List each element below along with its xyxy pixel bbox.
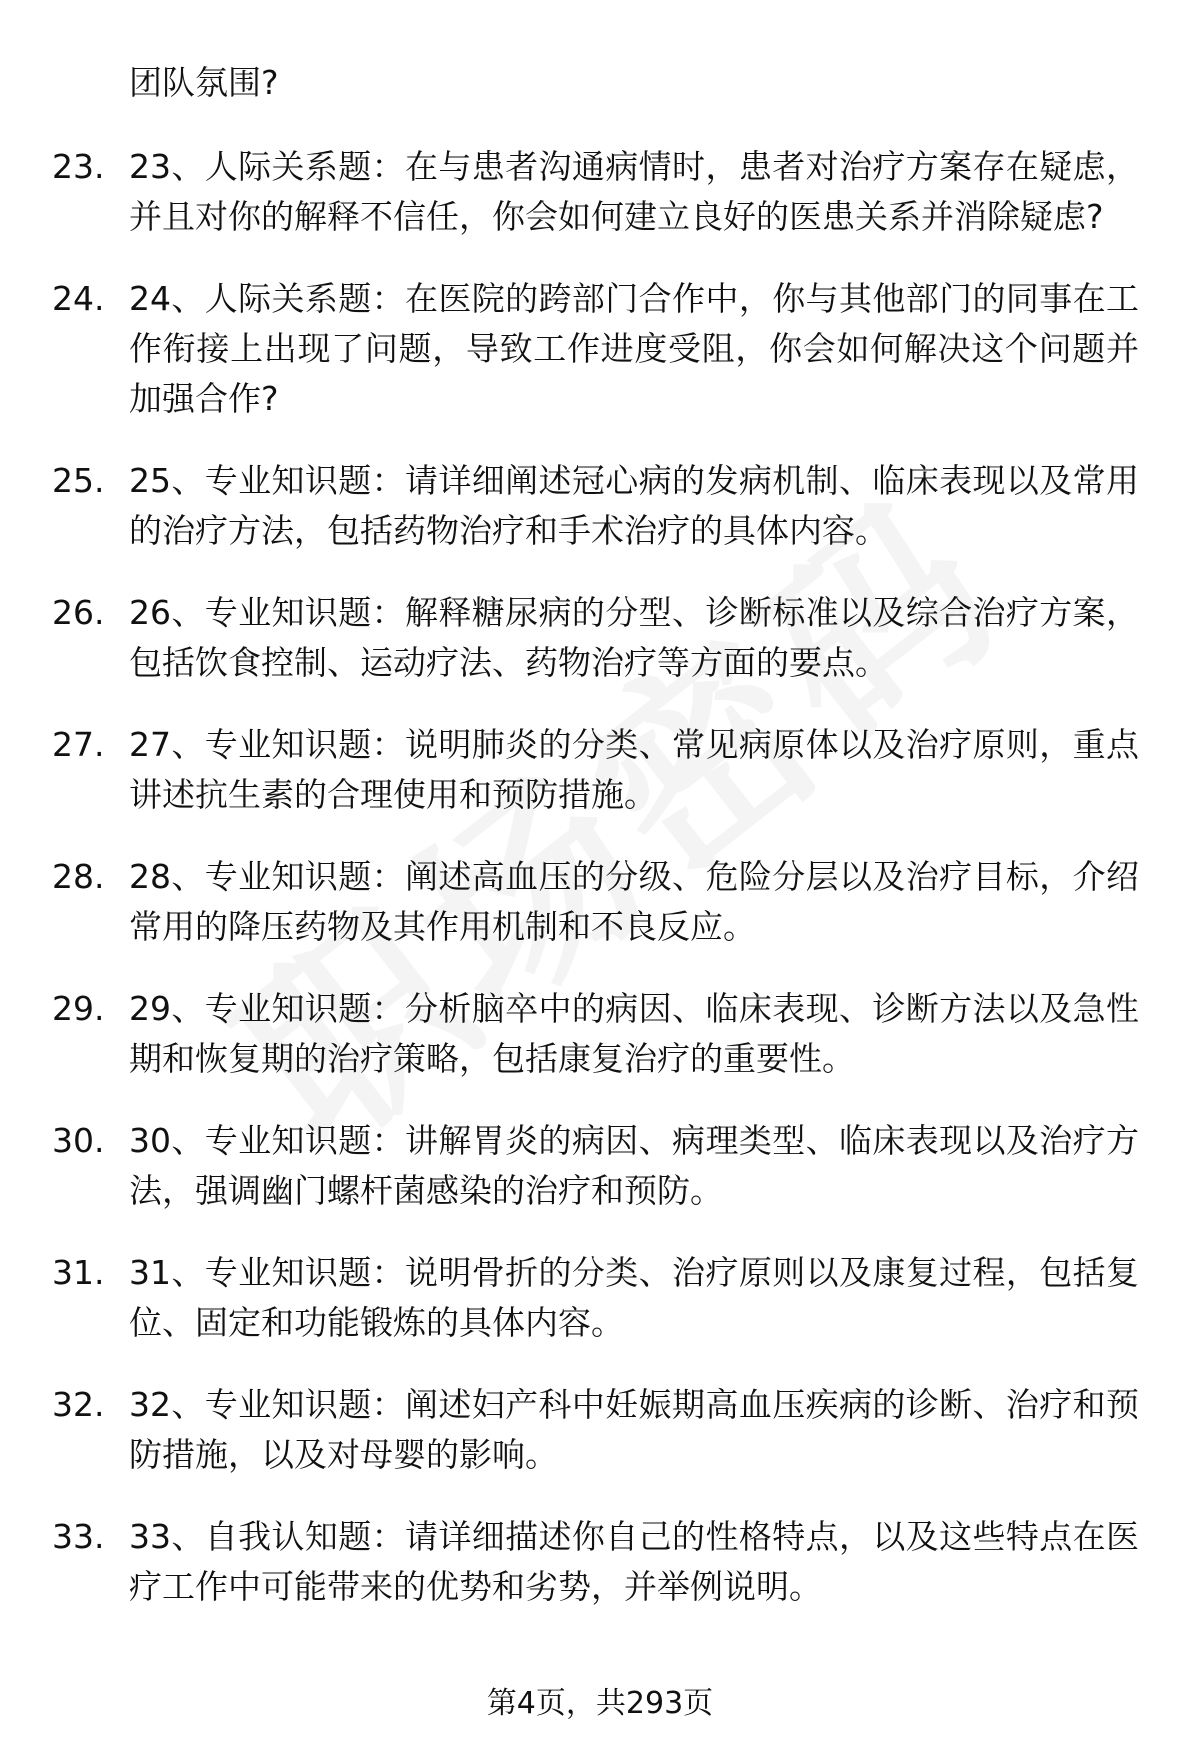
list-item — [0, 1248, 1200, 1348]
item-number: 29. — [52, 989, 105, 1028]
list-item — [0, 588, 1200, 688]
item-text: 30、专业知识题：讲解胃炎的病因、病理类型、临床表现以及治疗方法，强调幽门螺杆菌感染的治疗和预防。 — [129, 1121, 1139, 1210]
item-number: 31. — [52, 1253, 105, 1292]
list-item — [0, 1512, 1200, 1612]
question-list — [0, 142, 1200, 1644]
item-text: 28、专业知识题：阐述高血压的分级、危险分层以及治疗目标，介绍常用的降压药物及其作用机制和不良反应。 — [129, 857, 1139, 946]
item-number: 33. — [52, 1517, 105, 1556]
item-text: 33、自我认知题：请详细描述你自己的性格特点，以及这些特点在医疗工作中可能带来的优势和劣势，并举例说明。 — [129, 1517, 1139, 1606]
item-number: 24. — [52, 279, 105, 318]
item-number: 25. — [52, 461, 105, 500]
list-item — [0, 1116, 1200, 1216]
continued-text: 团队氛围? — [129, 63, 279, 102]
item-number: 23. — [52, 147, 105, 186]
list-item — [0, 1380, 1200, 1480]
item-text: 25、专业知识题：请详细阐述冠心病的发病机制、临床表现以及常用的治疗方法，包括药物治疗和手术治疗的具体内容。 — [129, 461, 1139, 550]
item-text: 29、专业知识题：分析脑卒中的病因、临床表现、诊断方法以及急性期和恢复期的治疗策略，包括康复治疗的重要性。 — [129, 989, 1139, 1078]
list-item — [0, 274, 1200, 424]
page-number: 第4页，共293页 — [486, 1686, 714, 1721]
item-text: 32、专业知识题：阐述妇产科中妊娠期高血压疾病的诊断、治疗和预防措施，以及对母婴的影响。 — [129, 1385, 1139, 1474]
item-text: 27、专业知识题：说明肺炎的分类、常见病原体以及治疗原则，重点讲述抗生素的合理使用和预防措施。 — [129, 725, 1139, 814]
item-text: 31、专业知识题：说明骨折的分类、治疗原则以及康复过程，包括复位、固定和功能锻炼的具体内容。 — [129, 1253, 1139, 1342]
item-text: 24、人际关系题：在医院的跨部门合作中，你与其他部门的同事在工作衔接上出现了问题，导致工作进度受阻，你会如何解决这个问题并加强合作? — [129, 279, 1139, 418]
list-item — [0, 852, 1200, 952]
item-text: 26、专业知识题：解释糖尿病的分型、诊断标准以及综合治疗方案，包括饮食控制、运动疗法、药物治疗等方面的要点。 — [129, 593, 1139, 682]
item-number: 32. — [52, 1385, 105, 1424]
list-item — [0, 720, 1200, 820]
list-item — [0, 984, 1200, 1084]
list-item — [0, 456, 1200, 556]
list-item — [0, 142, 1200, 242]
item-text: 23、人际关系题：在与患者沟通病情时，患者对治疗方案存在疑虑，并且对你的解释不信任，你会如何建立良好的医患关系并消除疑虑? — [129, 147, 1139, 236]
item-number: 28. — [52, 857, 105, 896]
item-number: 27. — [52, 725, 105, 764]
item-number: 26. — [52, 593, 105, 632]
item-number: 30. — [52, 1121, 105, 1160]
